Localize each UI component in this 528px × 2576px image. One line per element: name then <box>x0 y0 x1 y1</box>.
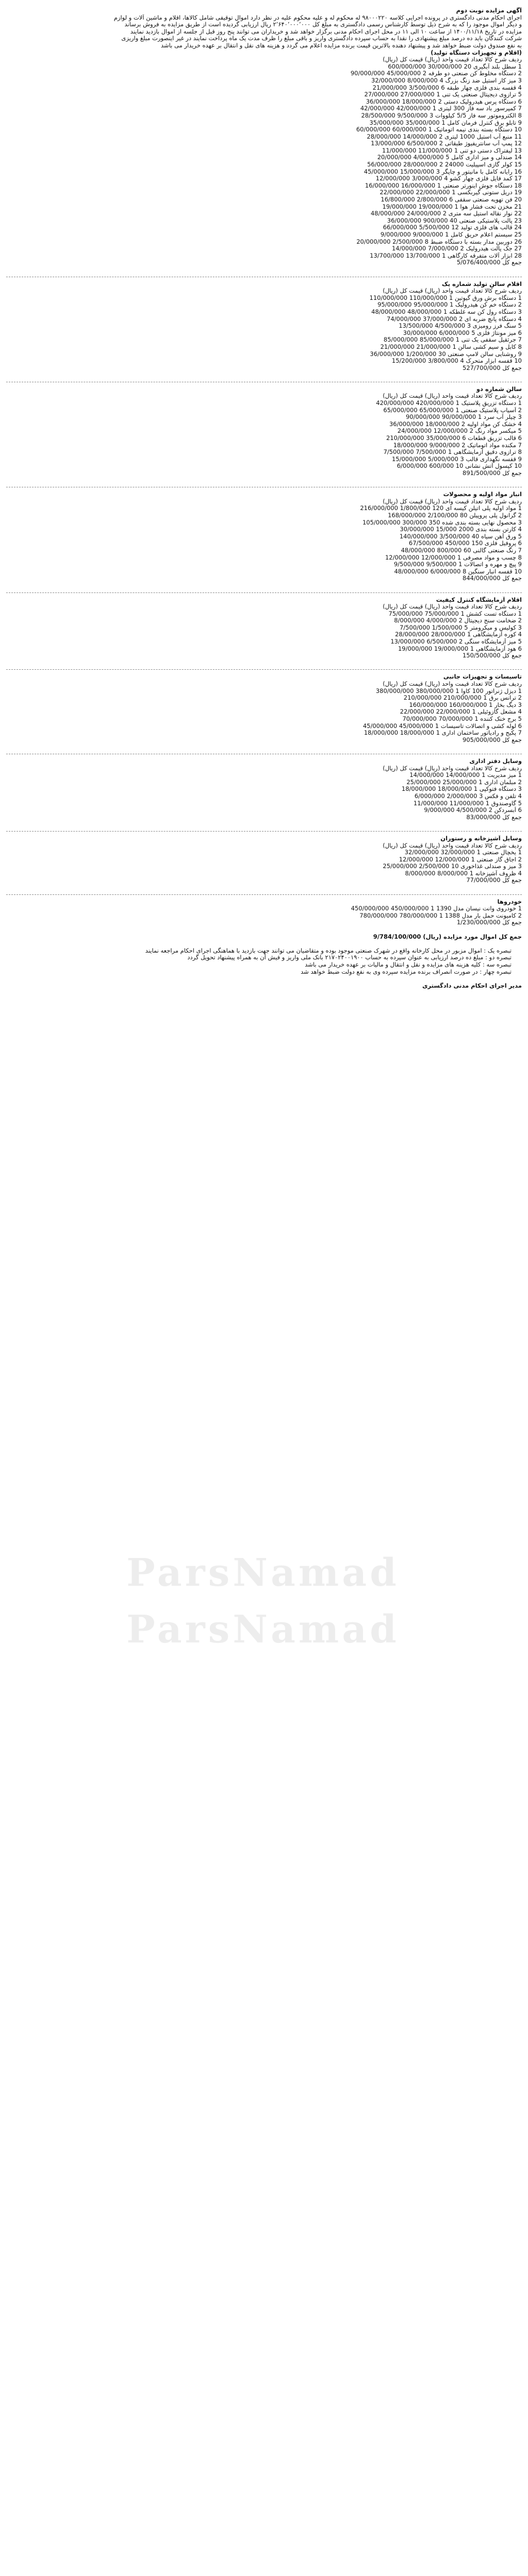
text-line <box>6 926 522 934</box>
text-line <box>6 743 522 751</box>
text-line <box>6 266 522 274</box>
section-divider <box>6 592 522 593</box>
text-line: ردیف شرح کالا تعداد قیمت واحد (ریال) قیمت کل (ریال) <box>383 393 522 400</box>
section-heading: وسایل آشپزخانه و رستوران <box>440 835 522 842</box>
text-line: 1 دستگاه برش ورق گیوتین 1 110/000/000 110/000/000 <box>369 294 522 301</box>
text-line: 9 روشنایی سالن لامپ صنعتی 30 1/200/000 36/000/000 <box>370 350 522 358</box>
text-line: 22 نوار نقاله استیل سه متری 2 24/000/000 48/000/000 <box>370 210 522 217</box>
text-line: 1 دستگاه تست کشش 1 75/000/000 75/000/000 <box>388 610 522 617</box>
text-line: 2 گرانول پلی پروپیلن 80 2/100/000 168/000/000 <box>388 512 522 519</box>
text-line: 10 قفسه ابزار متحرک 4 3/800/000 15/200/000 <box>391 358 522 365</box>
section-heading: انبار مواد اولیه و محصولات <box>443 491 522 498</box>
text-line: 10 کپسول آتش نشانی 10 600/000 6/000/000 <box>397 463 522 470</box>
text-line: 7 رنگ صنعتی گالنی 60 800/000 48/000/000 <box>401 547 522 554</box>
text-line: 9 پیچ و مهره و اتصالات 1 9/500/000 9/500/000 <box>393 561 522 568</box>
text-line: 8 کابل و سیم کشی سالن 1 21/000/000 21/000/000 <box>380 343 522 350</box>
text-line: 3 چیلر آب سرد 1 90/000/000 90/000/000 <box>405 414 522 421</box>
text-line: 7 مکنده مواد اتوماتیک 2 9/000/000 18/000/000 <box>393 442 522 449</box>
section-heading: جمع کل اموال مورد مزایده (ریال) 9/784/100/000 <box>373 933 522 940</box>
text-line: 2 کامیونت حمل بار مدل 1388 1 780/000/000 780/000/000 <box>359 912 522 919</box>
text-line: 1 خودروی وانت نیسان مدل 1390 1 450/000/000 450/000/000 <box>351 905 522 912</box>
text-line: 27 جک پالت هیدرولیک 2 7/000/000 14/000/000 <box>391 245 522 252</box>
text-line: 15 کولر گازی اسپیلیت 24000 2 28/000/000 56/000/000 <box>367 161 522 168</box>
section-heading: مدیر اجرای احکام مدنی دادگستری <box>422 982 522 989</box>
text-line: 4 تلفن و فکس 3 2/000/000 6/000/000 <box>414 792 522 800</box>
text-line: جمع کل 77/000/000 <box>466 877 522 884</box>
text-line: 3 دستگاه فتوکپی 1 18/000/000 18/000/000 <box>401 786 522 793</box>
text-line <box>6 582 522 589</box>
text-line: 9 قفسه نگهداری قالب 3 5/000/000 15/000/000 <box>391 455 522 463</box>
text-line: 1 سطل بلند آبگیری 20 30/000/000 600/000/000 <box>388 63 522 70</box>
text-line: 10 دستگاه بسته بندی نیمه اتوماتیک 1 60/000/000 60/000/000 <box>356 126 522 133</box>
text-line: جمع کل 905/000/000 <box>463 736 522 743</box>
text-line: 6 هود آزمایشگاهی 1 19/000/000 19/000/000 <box>398 645 522 652</box>
text-line: ردیف شرح کالا تعداد قیمت واحد (ریال) قیمت کل (ریال) <box>383 765 522 772</box>
text-line: 5 برج خنک کننده 1 70/000/000 70/000/000 <box>402 716 522 722</box>
text-line <box>6 477 522 484</box>
text-line: ردیف شرح کالا تعداد قیمت واحد (ریال) قیمت کل (ریال) <box>383 681 522 688</box>
text-line: 4 مشعل گازوئیلی 1 22/000/000 22/000/000 <box>400 708 522 716</box>
text-line: جمع کل 5/076/400/000 <box>456 259 522 266</box>
text-line: 6 آبسردکن 2 4/500/000 9/000/000 <box>424 807 522 814</box>
text-line: 26 دوربین مدار بسته با دستگاه ضبط 8 2/500/000 20/000/000 <box>356 238 522 245</box>
section-divider <box>6 669 522 670</box>
text-line: 17 کمد فایل فلزی چهار کشو 4 3/000/000 12/000/000 <box>375 175 522 182</box>
text-line: 4 ظروف آشپزخانه 1 8/000/000 8/000/000 <box>405 870 522 877</box>
text-line: 3 دستگاه رول کن سه غلطکه 1 48/000/000 48/000/000 <box>371 308 522 315</box>
text-line: 2 ضخامت سنج دیجیتال 2 4/000/000 8/000/000 <box>394 617 522 624</box>
text-line: 2 دستگاه مخلوط کن صنعتی دو طرفه 2 45/000/000 90/000/000 <box>350 70 522 77</box>
text-line: 6 لوله کشی و اتصالات تاسیسات 1 45/000/000 45/000/000 <box>362 722 522 730</box>
text-line: 5 میکسر مواد رنگ 2 12/000/000 24/000/000 <box>397 428 522 435</box>
section-divider <box>6 894 522 895</box>
text-line: 7 پکیج و رادیاتور ساختمان اداری 1 18/000/000 18/000/000 <box>364 730 522 737</box>
text-line: 6 قالب تزریق قطعات 6 35/000/000 210/000/000 <box>386 435 522 442</box>
text-line: 5 سنگ فرز رومیزی 3 4/500/000 13/500/000 <box>399 323 522 330</box>
section-heading: وسایل دفتر اداری <box>469 757 522 765</box>
text-line: تبصره یک : اموال مزبور در محل کارخانه واقع در شهرک صنعتی موجود بوده و متقاضیان می توانند جهت بازدید با هماهنگی اجرای احکام مراجعه نمایند <box>145 947 512 954</box>
text-line: 2 مبلمان اداری 1 25/000/000 25/000/000 <box>406 778 522 786</box>
text-line: 3 کولیس و میکرومتر 5 1/500/000 7/500/000 <box>400 624 522 631</box>
text-line: مزایده در تاریخ ۱۴۰۰/۱۱/۱۸ از ساعت ۱۰ الی ۱۱ در محل اجرای احکام مدنی برگزار خواهد شد و خریداران می توانند پنج روز قبل از جلسه از اموال بازدید نمایند <box>130 28 522 35</box>
text-line <box>6 940 522 947</box>
text-line: 13 لیفتراک دستی دو تنی 1 11/000/000 11/000/000 <box>382 147 522 154</box>
text-line: 11 منبع آب استیل 1000 لیتری 2 14/000/000 28/000/000 <box>367 133 522 140</box>
section-heading: سالن شماره دو <box>476 385 522 393</box>
section-heading: اقلام سالن تولید شماره یک <box>442 280 522 287</box>
text-line: 23 پالت پلاستیکی صنعتی 40 900/000 36/000/000 <box>387 217 522 224</box>
section-heading: تاسیسات و تجهیزات جانبی <box>443 673 522 681</box>
text-line <box>6 884 522 891</box>
text-line: 18 دستگاه جوش اینورتر صنعتی 1 16/000/000 16/000/000 <box>365 182 522 189</box>
text-line: 6 دستگاه پرس هیدرولیک دستی 2 18/000/000 36/000/000 <box>366 98 522 105</box>
text-line: 5 گاوصندوق 1 11/000/000 11/000/000 <box>413 800 522 807</box>
text-line: ردیف شرح کالا تعداد قیمت واحد (ریال) قیمت کل (ریال) <box>383 498 522 505</box>
section-heading: (اقلام و تجهیزات دستگاه تولید) <box>431 49 522 56</box>
text-line: جمع کل 844/000/000 <box>463 575 522 582</box>
text-line: جمع کل 83/000/000 <box>466 814 522 821</box>
text-line: 16 رایانه کامل با مانیتور و چاپگر 3 15/000/000 45/000/000 <box>364 168 522 175</box>
section-heading: اقلام آزمایشگاه کنترل کیفیت <box>436 596 522 603</box>
text-line: تبصره دو : مبلغ ده درصد ارزیابی به عنوان سپرده به حساب ۲۱۷۰۲۴۰۰۱۹۰۰ بانک ملی واریز و فیش آن به همراه پیشنهاد تحویل گردد <box>187 954 512 961</box>
text-line: 10 قفسه انبار سنگین 8 6/000/000 48/000/000 <box>394 568 522 575</box>
text-line: ردیف شرح کالا تعداد قیمت واحد (ریال) قیمت کل (ریال) <box>383 842 522 849</box>
text-line: 1 میز مدیریت 1 14/000/000 14/000/000 <box>409 772 522 779</box>
text-line: 3 دیگ بخار 1 160/000/000 160/000/000 <box>409 701 522 708</box>
text-line: 8 ترازوی دقیق آزمایشگاهی 1 7/500/000 7/500/000 <box>383 449 522 456</box>
text-line: 6 میز مونتاژ فلزی 5 6/000/000 30/000/000 <box>403 329 522 336</box>
watermark: ParsNamad <box>126 1551 400 1595</box>
text-line: شرکت کنندگان باید ده درصد مبلغ پیشنهادی را نقدا به حساب سپرده دادگستری واریز و باقی مبلغ را ظرف مدت یک ماه پرداخت نمایند در غیر اینصورت مبلغ واریزی <box>121 35 522 42</box>
text-line: 14 صندلی و میز اداری کامل 5 4/000/000 20/000/000 <box>377 154 522 161</box>
text-line <box>6 975 522 982</box>
text-line <box>6 821 522 828</box>
text-line: 4 کوره آزمایشگاهی 1 28/000/000 28/000/000 <box>395 631 522 638</box>
text-line: و دیگر اموال موجود را که به شرح ذیل توسط کارشناس رسمی دادگستری به مبلغ کل ۲٬۶۴۰٬۰۰۰٬۰۰۰ ریال ارزیابی گردیده است از طریق مزایده به فروش برساند <box>124 21 522 28</box>
text-line: 4 خشک کن مواد اولیه 2 18/000/000 36/000/000 <box>389 420 522 428</box>
text-line: 19 دریل ستونی گیربکسی 1 22/000/000 22/000/000 <box>380 189 522 196</box>
text-line <box>6 371 522 379</box>
text-line: ردیف شرح کالا تعداد قیمت واحد (ریال) قیمت کل (ریال) <box>383 603 522 611</box>
text-line: 4 دستگاه پانچ ضربه ای 2 37/000/000 74/000/000 <box>387 315 522 323</box>
text-line: ردیف شرح کالا تعداد قیمت واحد (ریال) قیمت کل (ریال) <box>383 56 522 63</box>
text-line: 25 سیستم اعلام حریق کامل 1 9/000/000 9/000/000 <box>380 231 522 238</box>
text-line: تبصره سه : کلیه هزینه های مزایده و نقل و انتقال و مالیات بر عهده خریدار می باشد <box>305 961 512 968</box>
text-line: 1 مواد اولیه پلی اتیلن کیسه ای 120 1/800/000 216/000/000 <box>360 505 522 512</box>
text-line: 1 یخچال صنعتی 1 32/000/000 32/000/000 <box>404 849 522 856</box>
text-line: 4 کارتن بسته بندی 2000 15/000 30/000/000 <box>400 526 522 533</box>
text-line: 12 پمپ آب سانتریفیوژ طبقاتی 2 6/500/000 13/000/000 <box>371 140 522 147</box>
text-line: 2 ترانس برق 1 210/000/000 210/000/000 <box>403 694 522 702</box>
section-divider <box>6 831 522 832</box>
text-line: جمع کل 1/230/000/000 <box>456 919 522 926</box>
document-body <box>6 7 522 989</box>
text-line: ردیف شرح کالا تعداد قیمت واحد (ریال) قیمت کل (ریال) <box>383 287 522 295</box>
text-line: 3 میز کار استیل ضد زنگ بزرگ 4 8/000/000 32/000/000 <box>371 77 522 84</box>
text-line: جمع کل 150/500/000 <box>463 652 522 659</box>
text-line: 3 محصول نهایی بسته بندی شده 350 300/000 105/000/000 <box>362 519 522 526</box>
text-line: تبصره چهار : در صورت انصراف برنده مزایده سپرده وی به نفع دولت ضبط خواهد شد <box>301 968 512 975</box>
text-line: 2 اجاق گاز صنعتی 1 12/000/000 12/000/000 <box>399 856 522 863</box>
text-line: جمع کل 891/500/000 <box>463 470 522 477</box>
text-line: 5 میز آزمایشگاه سنگی 2 6/500/000 13/000/000 <box>390 638 522 646</box>
text-line: اجرای احکام مدنی دادگستری در پرونده اجرایی کلاسه ۹۸۰۰۰۲۲۰ له محکوم له و علیه محکوم علیه در نظر دارد اموال توقیفی شامل کالاها، اقلام و ماشین آلات و لوازم <box>113 14 522 21</box>
text-line: 24 قالب های فلزی تولید 12 5/500/000 66/000/000 <box>383 224 522 231</box>
text-line: 5 ترازوی دیجیتال صنعتی یک تنی 1 27/000/000 27/000/000 <box>364 91 522 98</box>
text-line: 3 میز و صندلی غذاخوری 10 2/500/000 25/000/000 <box>383 863 522 870</box>
text-line: 9 تابلو برق کنترل فرمان کامل 1 35/000/000 35/000/000 <box>369 119 522 126</box>
text-line: جمع کل 527/700/000 <box>463 364 522 371</box>
text-line: 1 دستگاه تزریق پلاستیک 1 420/000/000 420/000/000 <box>376 400 522 407</box>
text-line: 5 ورق آهن سیاه 40 3/500/000 140/000/000 <box>399 533 522 540</box>
text-line: 21 مخزن تحت فشار هوا 1 19/000/000 19/000/000 <box>382 203 522 210</box>
text-line: 20 فن تهویه صنعتی سقفی 6 2/800/000 16/800/000 <box>381 196 522 204</box>
text-line: 28 ابزار آلات متفرقه کارگاهی 1 13/700/000 13/700/000 <box>370 252 522 259</box>
watermark-2: ParsNamad <box>126 1607 400 1652</box>
text-line: 7 جرثقیل سقفی یک تنی 1 85/000/000 85/000/000 <box>383 336 522 344</box>
text-line: 4 قفسه بندی فلزی چهار طبقه 6 3/500/000 21/000/000 <box>372 84 522 91</box>
text-line: 2 آسیاب پلاستیک صنعتی 1 65/000/000 65/000/000 <box>383 406 522 414</box>
text-line: 1 دیزل ژنراتور 100 کاوا 1 380/000/000 380/000/000 <box>375 687 522 694</box>
text-line: 8 الکتروموتور سه فاز 5/5 کیلووات 3 9/500/000 28/500/000 <box>361 112 522 119</box>
text-line: 6 پروفیل فلزی 150 450/000 67/500/000 <box>408 540 522 547</box>
text-line: به نفع صندوق دولت ضبط خواهد شد و پیشنهاد دهنده بالاترین قیمت برنده مزایده اعلام می گردد و هزینه های نقل و انتقال بر عهده خریدار می باشد <box>160 42 522 49</box>
text-line: 2 دستگاه خم کن هیدرولیک 1 95/000/000 95/000/000 <box>377 301 522 309</box>
section-heading: خودروها <box>497 898 522 905</box>
text-line <box>6 659 522 667</box>
text-line: 8 چسب و مواد مصرفی 1 12/000/000 12/000/000 <box>385 554 522 561</box>
text-line: 7 کمپرسور باد سه فاز 300 لیتری 1 42/000/000 42/000/000 <box>360 105 522 112</box>
section-heading: آگهی مزایده نوبت دوم <box>456 7 522 14</box>
